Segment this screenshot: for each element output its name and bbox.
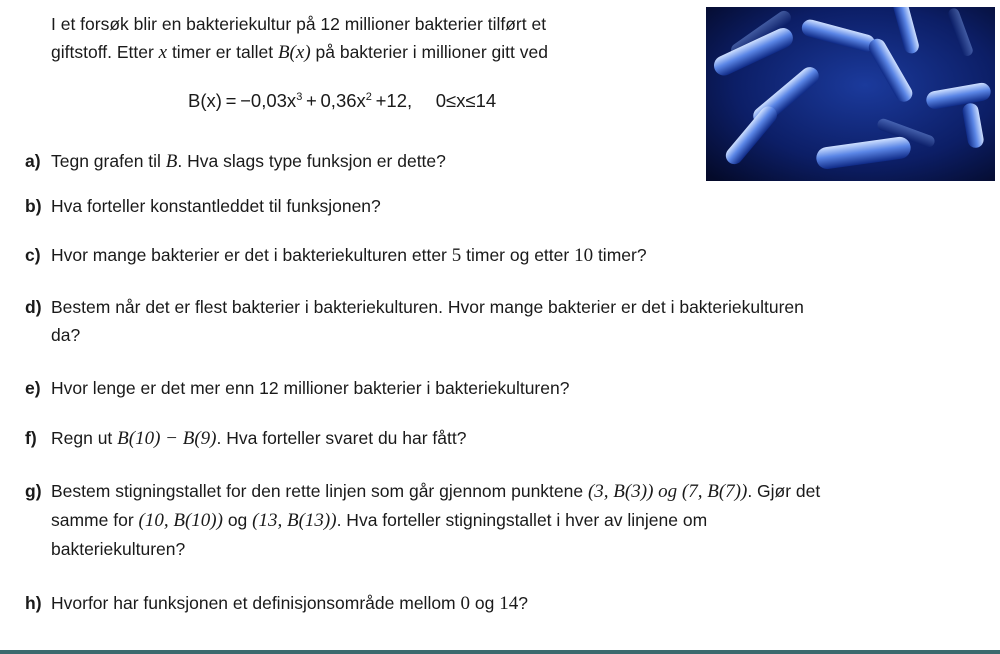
- formula-part: +12, 0≤x≤14: [371, 90, 497, 111]
- math-bx: B(x): [277, 42, 311, 63]
- question-text: Hvorfor har funksjonen et definisjonsområde mellom: [51, 593, 461, 613]
- function-formula: [188, 90, 496, 112]
- math-expression: (3, B(3)) og (7, B(7)): [587, 481, 748, 502]
- question-g: [25, 477, 820, 563]
- question-d: [25, 293, 804, 349]
- question-e: [25, 374, 569, 402]
- question-text: og: [222, 510, 253, 530]
- formula-exponent: 2: [365, 91, 372, 103]
- math-b: B: [165, 151, 178, 172]
- question-text: da?: [51, 325, 81, 345]
- intro-text: timer er tallet: [167, 42, 278, 62]
- math-number: 10: [574, 245, 594, 266]
- math-x: x: [158, 42, 168, 63]
- question-text: samme for: [51, 510, 139, 530]
- question-c: [25, 241, 647, 270]
- question-label: h): [25, 593, 42, 613]
- intro-line-1: I et forsøk blir en bakteriekultur på 12 millioner bakterier tilført et: [51, 14, 547, 34]
- question-text: . Hva forteller stigningstallet i hver av linjene om: [336, 510, 708, 530]
- math-number: 5: [451, 245, 462, 266]
- question-b: [25, 192, 381, 220]
- intro-line-2: [51, 38, 691, 67]
- question-text: . Hva slags type funksjon er dette?: [177, 151, 446, 171]
- question-a: [25, 147, 446, 176]
- question-h: [25, 589, 528, 618]
- math-expression: (13, B(13)): [252, 510, 337, 531]
- question-text: . Gjør det: [747, 481, 821, 501]
- question-label: a): [25, 151, 41, 171]
- question-f: [25, 424, 466, 453]
- intro-text: giftstoff. Etter: [51, 42, 159, 62]
- question-text: timer og etter: [461, 245, 575, 265]
- question-label: b): [25, 196, 42, 216]
- question-text: Tegn grafen til: [51, 151, 166, 171]
- math-number: 0: [460, 593, 470, 614]
- formula-part: + 0,36x: [302, 90, 366, 111]
- question-text: Hva forteller konstantleddet til funksjonen?: [51, 196, 381, 216]
- formula-part: B(x) = −0,03x: [188, 90, 297, 111]
- question-label: f): [25, 428, 37, 448]
- bacteria-image: [706, 7, 995, 181]
- question-text: Bestem stigningstallet for den rette linjen som går gjennom punktene: [51, 481, 588, 501]
- page-bottom-border: [0, 650, 1000, 654]
- question-text: Hvor lenge er det mer enn 12 millioner bakterier i bakteriekulturen?: [51, 378, 570, 398]
- math-expression: (10, B(10)): [138, 510, 223, 531]
- problem-intro: [51, 10, 691, 67]
- question-text: ?: [518, 593, 528, 613]
- question-text: timer?: [593, 245, 647, 265]
- question-label: e): [25, 378, 41, 398]
- question-label: g): [25, 481, 42, 501]
- question-text: Bestem når det er flest bakterier i bakteriekulturen. Hvor mange bakterier er det i bakteriekulturen: [51, 297, 804, 317]
- question-text: Regn ut: [51, 428, 118, 448]
- question-text: bakteriekulturen?: [51, 539, 186, 559]
- bacteria-illustration: [706, 7, 995, 181]
- question-text: Hvor mange bakterier er det i bakteriekulturen etter: [51, 245, 452, 265]
- math-number: 14: [499, 593, 519, 614]
- question-label: d): [25, 297, 42, 317]
- question-text: . Hva forteller svaret du har fått?: [216, 428, 467, 448]
- intro-text: på bakterier i millioner gitt ved: [310, 42, 548, 62]
- math-expression: B(10) − B(9): [117, 428, 217, 449]
- question-label: c): [25, 245, 41, 265]
- question-text: og: [470, 593, 500, 613]
- formula-exponent: 3: [296, 91, 303, 103]
